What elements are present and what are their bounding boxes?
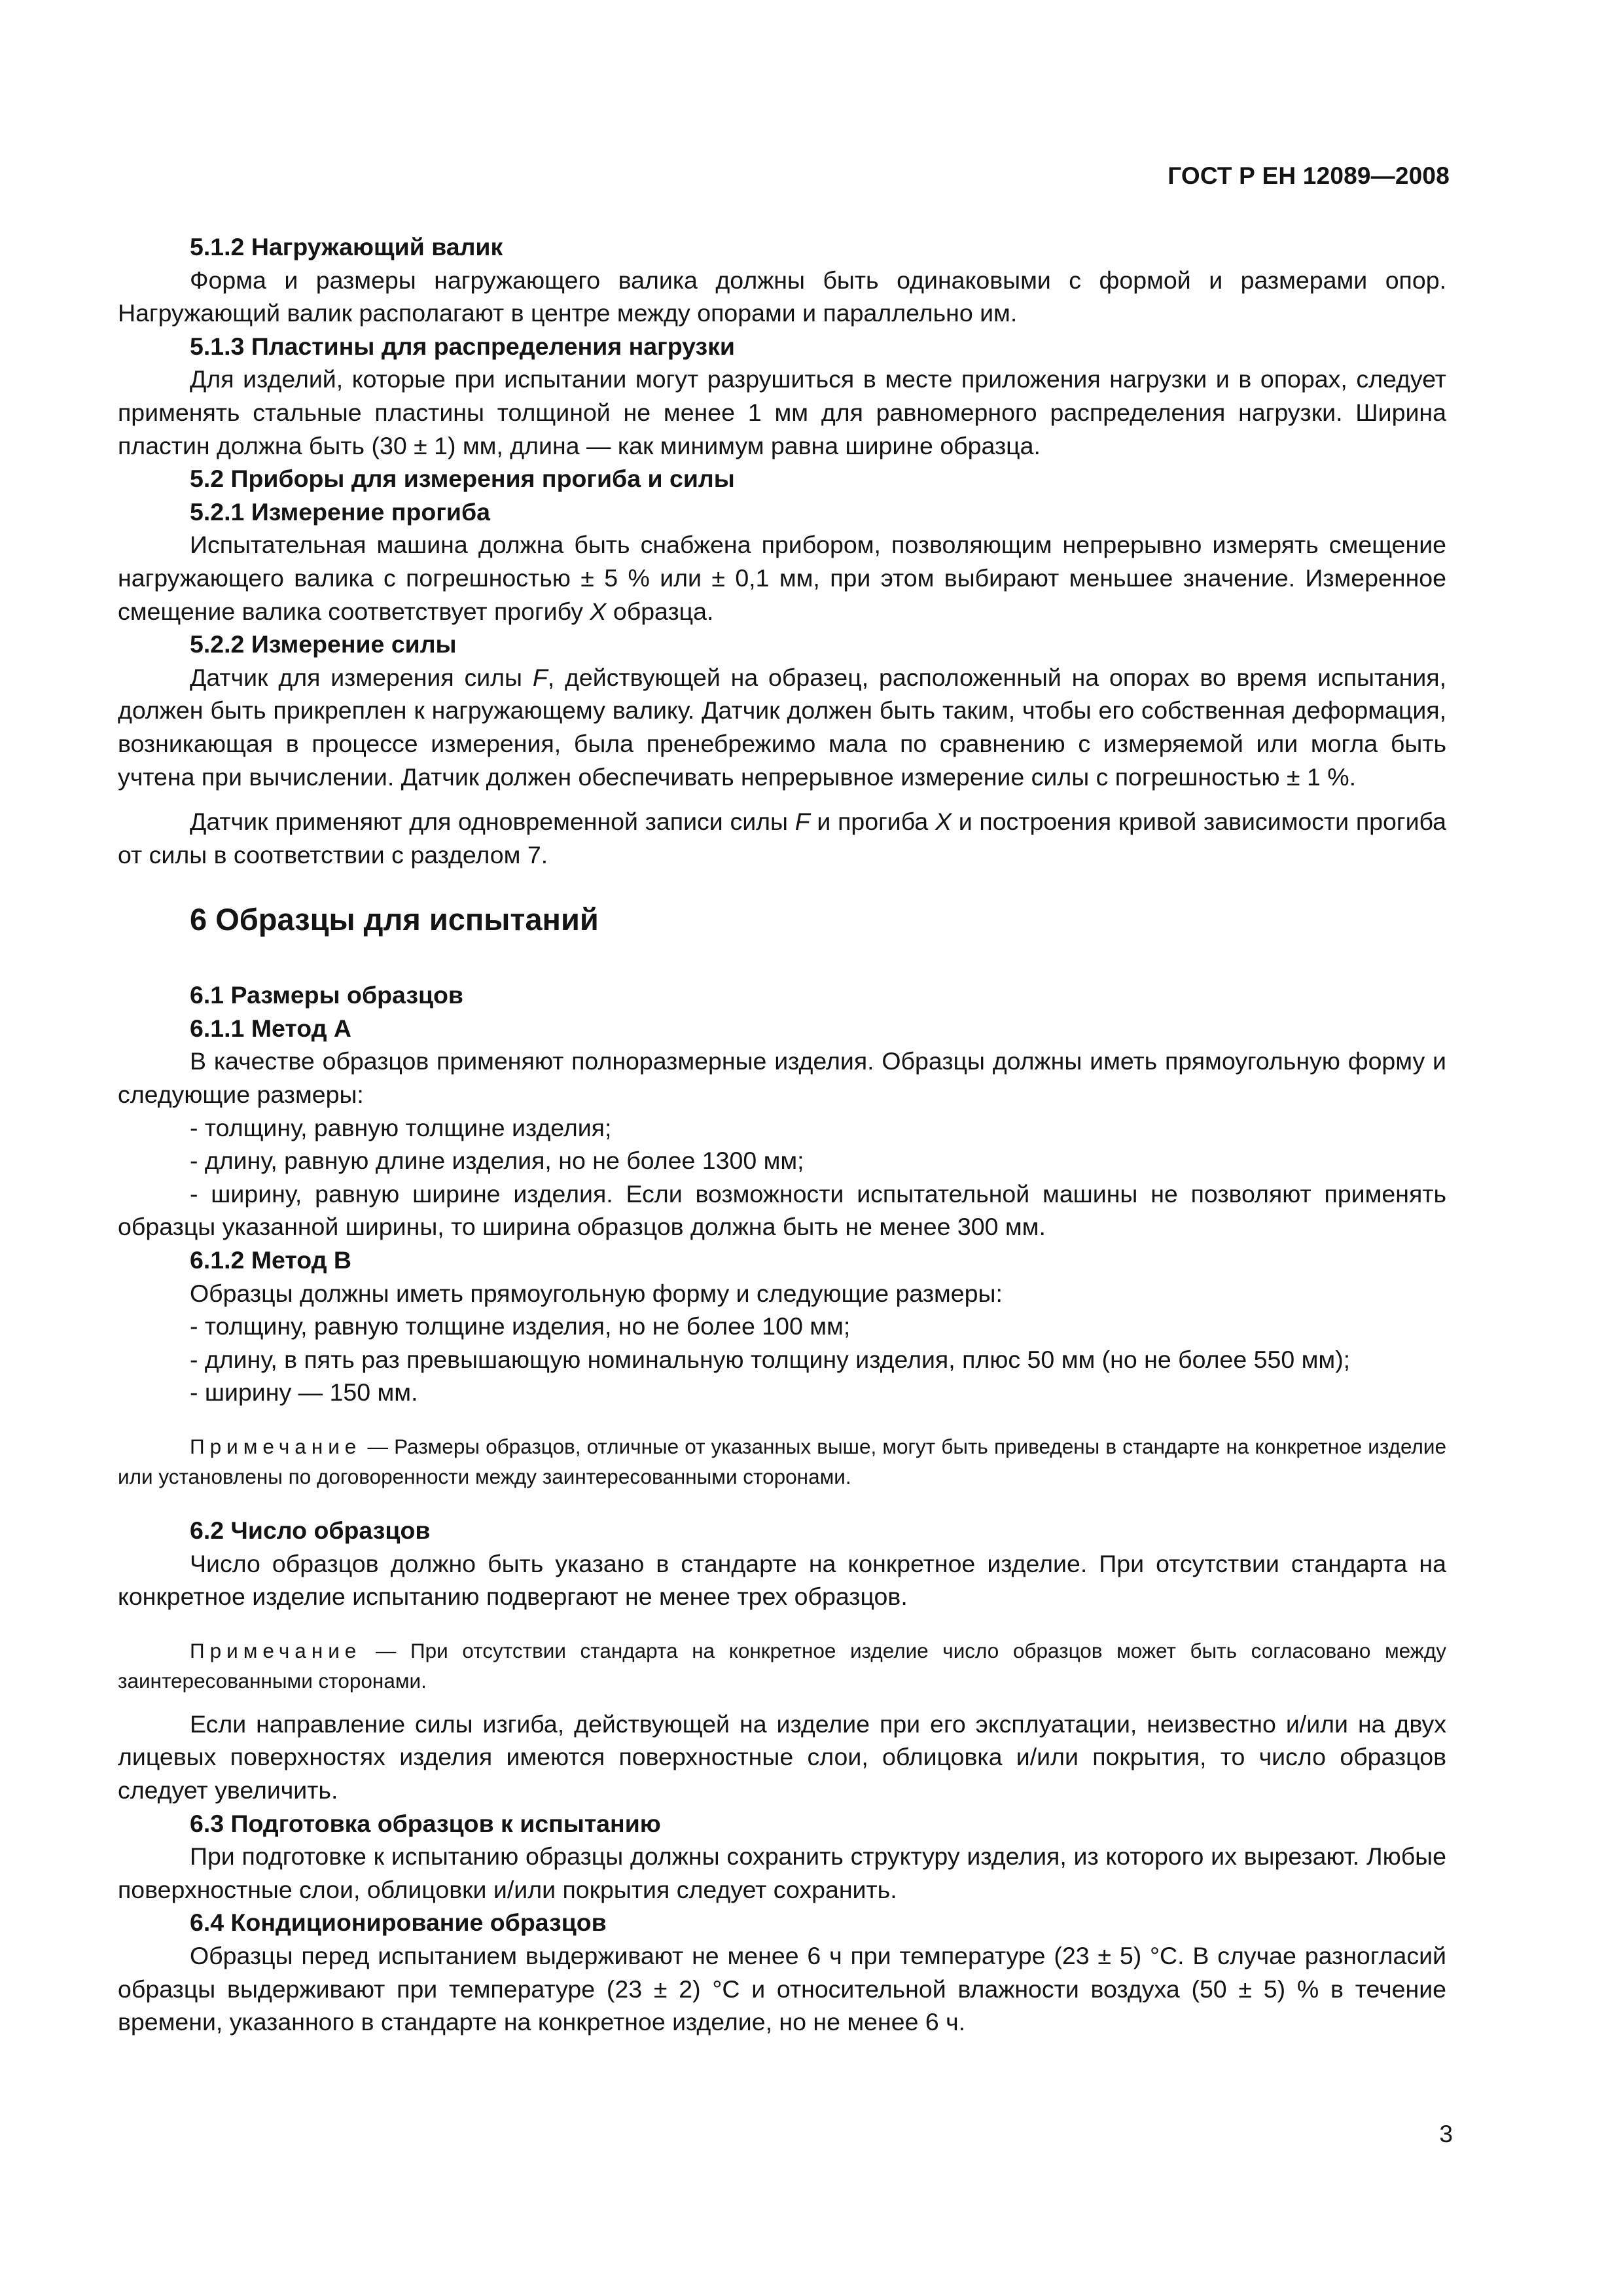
heading-6-1: 6.1 Размеры образцов [190,981,463,1009]
page-number: 3 [1439,2121,1453,2147]
paragraph-6-1-2: Образцы должны иметь прямоугольную форму и следующие размеры: [190,1279,1003,1307]
heading-6-1-2: 6.1.2 Метод В [190,1246,352,1274]
variable-f: F [532,663,548,691]
note-6-2 [118,1636,1446,1696]
note-text: — Размеры образцов, отличные от указанных выше, могут быть приведены в стандарте на конкретное изделие или установлены по договоренности между заинтересованными сторонами. [118,1435,1446,1488]
text-run: Датчик применяют для одновременной записи силы [190,808,795,836]
text-run: Испытательная машина должна быть снабжена прибором, позволяющим непрерывно измерять смещение нагружающего валика с погрешностью ± 5 % или ± 0,1 мм, при этом выбирают меньшее значение. Измеренное смещение валика соответствует прогибу [118,531,1446,625]
section-heading-6: 6 Образцы для испытаний [190,902,599,937]
text-run: и построения кривой зависимости прогиба от силы в соответствии с разделом 7. [118,808,1446,869]
paragraph-5-2-2-b [118,805,1446,871]
paragraph-6-3: При подготовке к испытанию образцы должны сохранить структуру изделия, из которого их вырезают. Любые поверхностные слои, облицовки и/или покрытия следует сохранить. [118,1842,1446,1903]
list-item: - ширину, равную ширине изделия. Если возможности испытательной машины не позволяют применять образцы указанной ширины, то ширина образцов должна быть не менее 300 мм. [118,1179,1446,1241]
paragraph-5-2-2-a [118,661,1446,793]
list-item: - ширину — 150 мм. [190,1378,418,1407]
paragraph-5-1-3: Для изделий, которые при испытании могут разрушиться в месте приложения нагрузки и в опорах, следует применять стальные пластины толщиной не менее 1 мм для равномерного распределения нагрузки. Ширина пластин должна быть (30 ± 1) мм, длина — как минимум равна ширине образца. [118,365,1446,459]
text-run: образца. [606,597,714,625]
heading-6-4: 6.4 Кондиционирование образцов [190,1909,607,1937]
paragraph-5-1-2: Форма и размеры нагружающего валика должны быть одинаковыми с формой и размерами опор. Нагружающий валик располагают в центре между опорами и параллельно им. [118,266,1446,327]
list-item: - длину, равную длине изделия, но не более 1300 мм; [190,1147,804,1175]
variable-x: X [590,597,607,625]
variable-x: X [935,808,952,836]
list-item: - толщину, равную толщине изделия, но не более 100 мм; [190,1312,851,1340]
heading-5-2-1: 5.2.1 Измерение прогиба [190,497,490,526]
note-label: Примечание [190,1638,362,1662]
heading-6-3: 6.3 Подготовка образцов к испытанию [190,1809,661,1837]
heading-6-1-1: 6.1.1 Метод А [190,1014,352,1042]
list-item: - длину, в пять раз превышающую номинальную толщину изделия, плюс 50 мм (но не более 550 мм); [190,1345,1351,1373]
heading-5-1-2: 5.1.2 Нагружающий валик [190,233,503,260]
text-run: и прогиба [810,808,935,836]
text-run: Датчик для измерения силы [190,663,533,691]
note-text: — При отсутствии стандарта на конкретное изделие число образцов может быть согласовано между заинтересованными сторонами. [118,1638,1446,1693]
text-run: , действующей на образец, расположенный на опорах во время испытания, должен быть прикреплен к нагружающему валику. Датчик должен быть таким, чтобы его собственная деформация, возникающая в процессе измерения, была пренебрежимо мала по сравнению с измеряемой или могла быть учтена при вычислении. Датчик должен обеспечивать непрерывное измерение силы с погрешностью ± 1 %. [118,663,1446,791]
page-body [118,230,1446,2039]
paragraph-5-2-1 [118,528,1446,628]
heading-5-2-2: 5.2.2 Измерение силы [190,630,457,658]
note-label: Примечание [190,1435,362,1458]
paragraph-6-1-1: В качестве образцов применяют полноразмерные изделия. Образцы должны иметь прямоугольную форму и следующие размеры: [118,1047,1446,1109]
list-item: - толщину, равную толщине изделия; [190,1113,612,1141]
document-code: ГОСТ Р ЕН 12089—2008 [1168,162,1450,189]
variable-f: F [794,808,810,836]
heading-5-2: 5.2 Приборы для измерения прогиба и силы [190,465,735,493]
heading-5-1-3: 5.1.3 Пластины для распределения нагрузки [190,332,735,360]
note-6-1-2 [118,1431,1446,1492]
paragraph-6-2-b: Если направление силы изгиба, действующей на изделие при его эксплуатации, неизвестно и/или на двух лицевых поверхностях изделия имеются поверхностные слои, облицовка и/или покрытия, то число образцов следует увеличить. [118,1710,1446,1804]
heading-6-2: 6.2 Число образцов [190,1516,431,1544]
paragraph-6-2: Число образцов должно быть указано в стандарте на конкретное изделие. При отсутствии стандарта на конкретное изделие испытанию подвергают не менее трех образцов. [118,1549,1446,1611]
paragraph-6-4: Образцы перед испытанием выдерживают не менее 6 ч при температуре (23 ± 5) °С. В случае разногласий образцы выдерживают при температуре (23 ± 2) °С и относительной влажности воздуха (50 ± 5) % в течение времени, указанного в стандарте на конкретное изделие, но не менее 6 ч. [118,1941,1446,2036]
